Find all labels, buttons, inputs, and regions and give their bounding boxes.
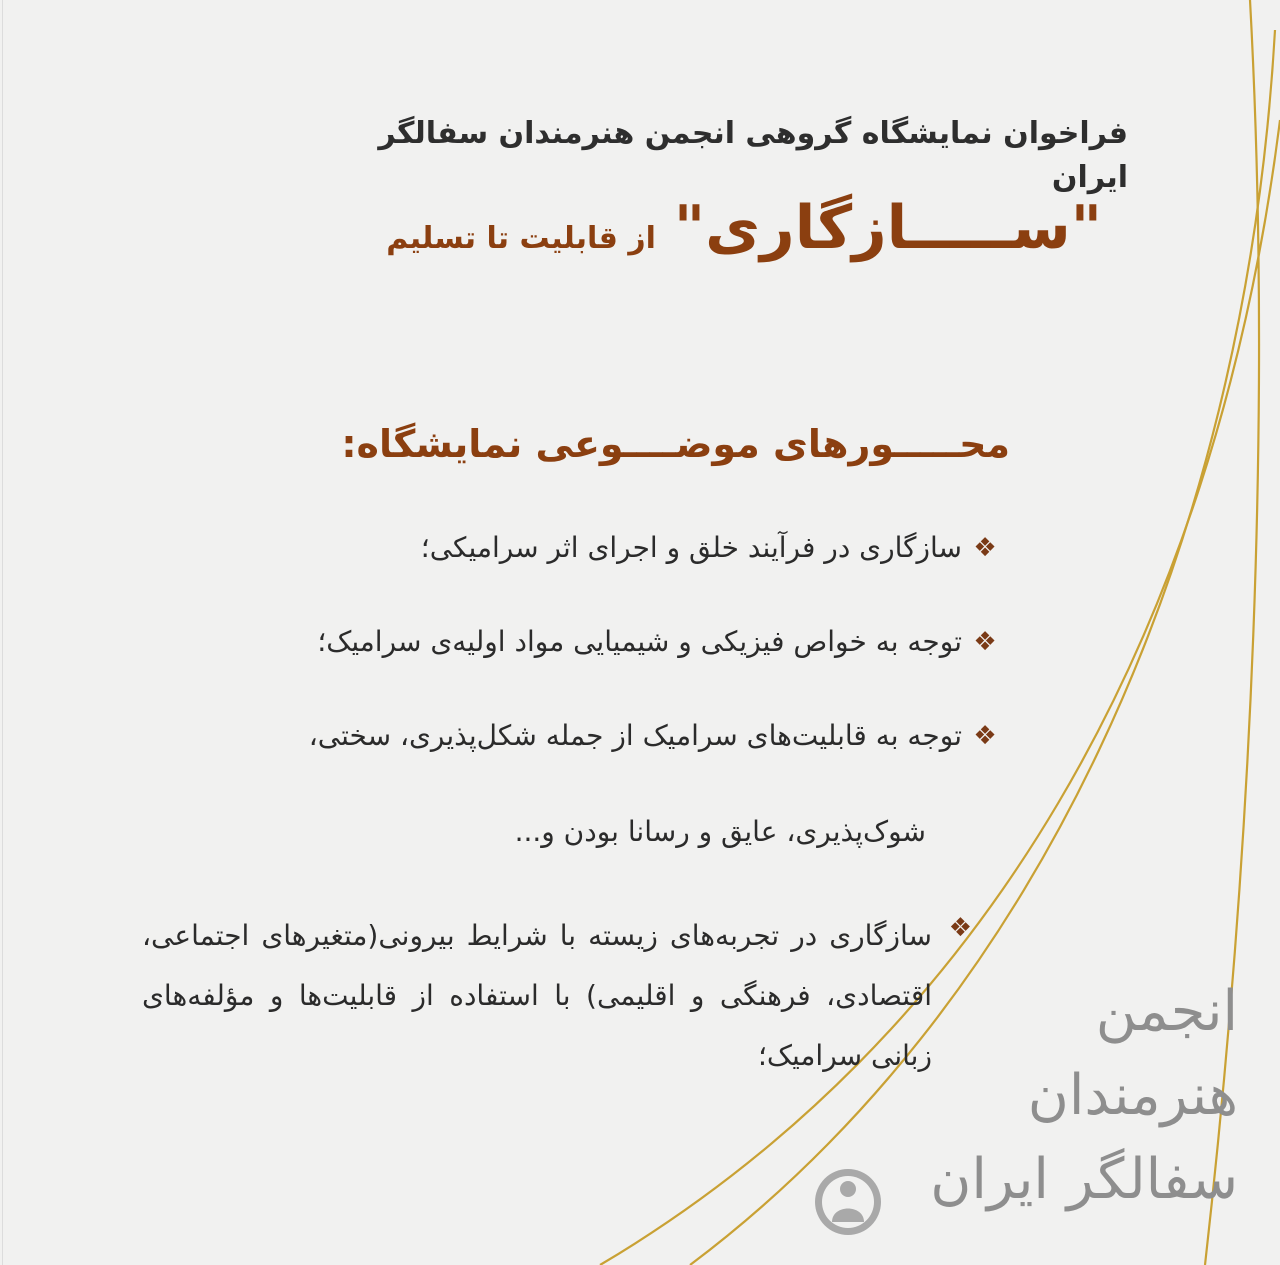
- watermark-line-2: هنرمندان: [1027, 1063, 1238, 1128]
- call-heading: فراخوان نمایشگاه گروهی انجمن هنرمندان سفالگر ایران: [378, 116, 1128, 195]
- bullet-diamond-icon: ❖: [948, 913, 972, 943]
- bullet-text: سازگاری در تجربه‌های زیسته با شرایط بیرونی(متغیرهای اجتماعی، اقتصادی، فرهنگی و اقلیمی) با استفاده از قابلیت‌ها و مؤلفه‌های زبانی سرامیک؛: [142, 919, 932, 1072]
- bullet-diamond-icon: ❖: [973, 627, 997, 657]
- bullet-item-4: [142, 906, 972, 1086]
- person-circle-icon: [812, 1166, 884, 1238]
- themes-heading: محـــــورهای موضــــوعی نمایشگاه:: [341, 422, 1010, 466]
- bullet-text: سازگاری در فرآیند خلق و اجرای اثر سرامیکی؛: [420, 531, 962, 564]
- bullet-diamond-icon: ❖: [973, 533, 997, 563]
- bullet-item-1: [162, 528, 997, 568]
- watermark-line-1: انجمن: [1095, 979, 1238, 1044]
- bullet-item-2: [162, 622, 997, 662]
- bullet-text: توجه به خواص فیزیکی و شیمیایی مواد اولیه‌ی سرامیک؛: [317, 625, 962, 658]
- exhibition-title: [302, 188, 1102, 283]
- bullet-item-3: [162, 716, 997, 756]
- watermark-line-3: سفالگر ایران: [930, 1147, 1238, 1212]
- bullet-text: توجه به قابلیت‌های سرامیک از جمله شکل‌پذیری، سختی،: [308, 719, 962, 752]
- title-subtitle: از قابلیت تا تسلیم: [386, 221, 656, 256]
- title-main: "ســـــازگاری": [673, 193, 1102, 263]
- bullet-diamond-icon: ❖: [973, 721, 997, 751]
- bullet-item-3-continuation: شوک‌پذیری، عایق و رسانا بودن و...: [514, 815, 926, 848]
